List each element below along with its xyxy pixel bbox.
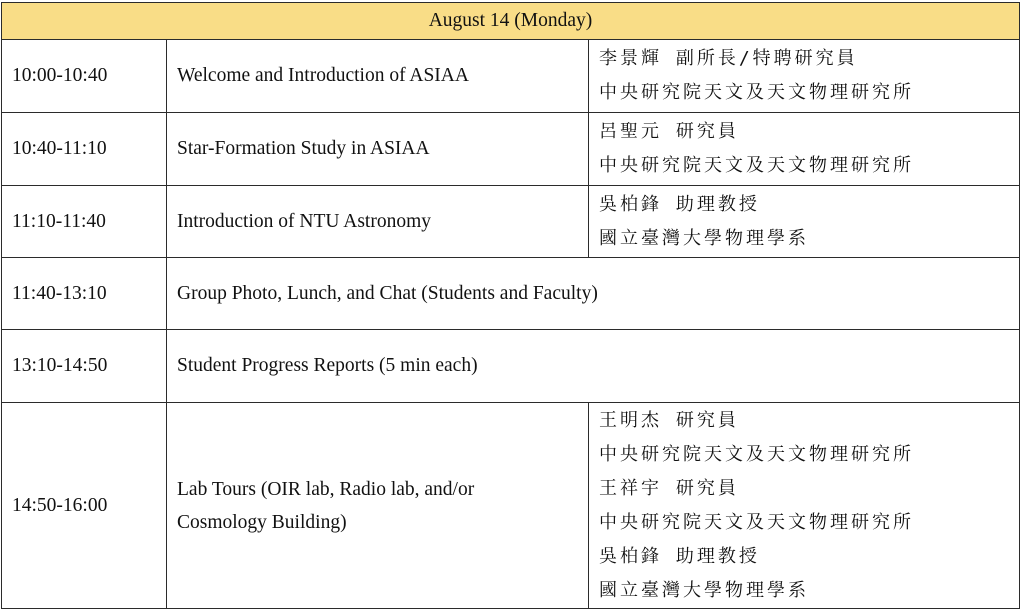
speaker-name: 王明杰 研究員 bbox=[599, 409, 739, 431]
title-cell: Introduction of NTU Astronomy bbox=[167, 186, 589, 258]
title-line: Cosmology Building) bbox=[177, 511, 347, 533]
speaker-affiliation: 中央研究院天文及天文物理研究所 bbox=[599, 155, 914, 176]
title-cell: Group Photo, Lunch, and Chat (Students and Faculty) bbox=[167, 258, 1020, 330]
day-header-row bbox=[2, 3, 1020, 40]
time-cell: 11:40-13:10 bbox=[2, 258, 167, 330]
speaker-affiliation: 國立臺灣大學物理學系 bbox=[599, 227, 809, 249]
time-cell: 11:10-11:40 bbox=[2, 186, 167, 258]
schedule-row bbox=[2, 258, 1020, 330]
time-cell: 13:10-14:50 bbox=[2, 330, 167, 403]
schedule-row bbox=[2, 40, 1020, 113]
day-header: August 14 (Monday) bbox=[2, 3, 1020, 40]
speaker-name: 李景輝 副所長/特聘研究員 bbox=[599, 48, 858, 69]
speaker-affiliation: 中央研究院天文及天文物理研究所 bbox=[599, 82, 914, 103]
time-cell: 14:50-16:00 bbox=[2, 403, 167, 609]
schedule-table bbox=[1, 2, 1020, 609]
speaker-cell bbox=[589, 403, 1020, 609]
speaker-cell bbox=[589, 40, 1020, 113]
title-cell: Welcome and Introduction of ASIAA bbox=[167, 40, 589, 113]
schedule-row bbox=[2, 330, 1020, 403]
time-cell: 10:40-11:10 bbox=[2, 113, 167, 186]
speaker-affiliation: 中央研究院天文及天文物理研究所 bbox=[599, 443, 914, 465]
speaker-name: 吳柏鋒 助理教授 bbox=[599, 193, 760, 215]
title-line: Lab Tours (OIR lab, Radio lab, and/or bbox=[177, 478, 475, 500]
title-cell: Star-Formation Study in ASIAA bbox=[167, 113, 589, 186]
schedule-row bbox=[2, 403, 1020, 609]
title-cell: Student Progress Reports (5 min each) bbox=[167, 330, 1020, 403]
time-cell: 10:00-10:40 bbox=[2, 40, 167, 113]
speaker-name: 王祥宇 研究員 bbox=[599, 477, 739, 499]
title-cell bbox=[167, 403, 589, 609]
speaker-name: 呂聖元 研究員 bbox=[599, 121, 739, 142]
schedule-row bbox=[2, 186, 1020, 258]
speaker-cell bbox=[589, 113, 1020, 186]
speaker-name: 吳柏鋒 助理教授 bbox=[599, 545, 760, 567]
speaker-affiliation: 國立臺灣大學物理學系 bbox=[599, 579, 809, 601]
speaker-affiliation: 中央研究院天文及天文物理研究所 bbox=[599, 511, 914, 533]
schedule-row bbox=[2, 113, 1020, 186]
speaker-cell bbox=[589, 186, 1020, 258]
